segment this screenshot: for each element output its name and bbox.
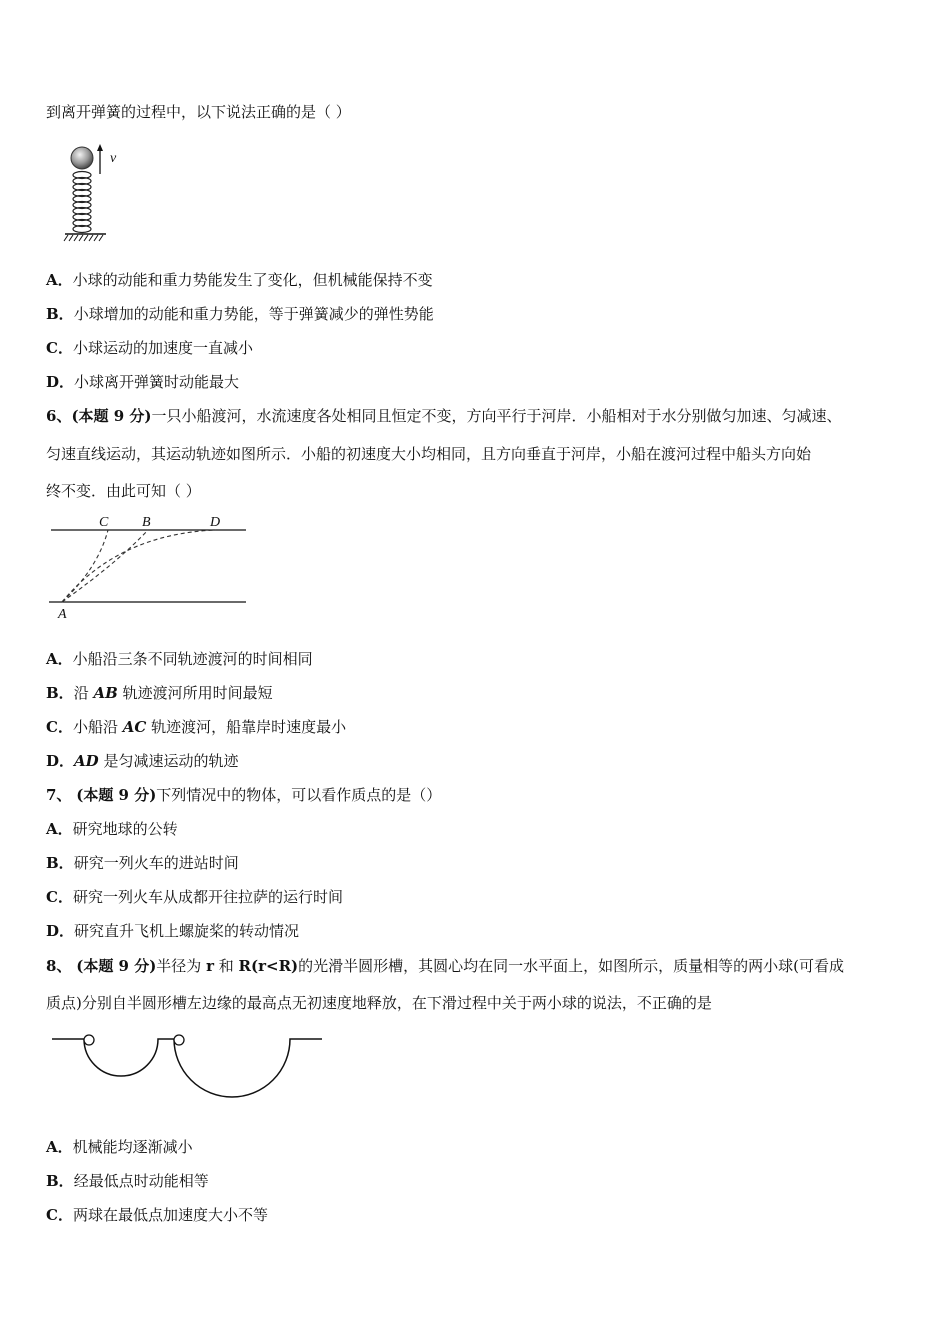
- q6-option-d: [46, 751, 238, 771]
- small-groove: [52, 1039, 174, 1076]
- question-number: 7、: [46, 786, 72, 804]
- option-letter: B．: [46, 684, 74, 702]
- radius-large: R(r<R): [238, 957, 299, 975]
- q7-option-c: [46, 887, 343, 907]
- option-letter: D．: [46, 373, 75, 391]
- option-text: 两球在最低点加速度大小不等: [72, 1206, 268, 1224]
- q6-stem-line1: [46, 406, 842, 426]
- q5-option-a: [46, 270, 433, 290]
- option-text: 小船沿: [72, 718, 123, 736]
- point-a-label: A: [58, 607, 67, 622]
- option-letter: C．: [46, 888, 73, 906]
- option-text: 小球运动的加速度一直减小: [72, 339, 253, 357]
- option-letter: C．: [46, 339, 73, 357]
- stem-text: 下列情况中的物体，可以看作质点的是（）: [156, 786, 442, 804]
- question-score-tag: (本题 9 分): [71, 407, 152, 425]
- stem-text: 终不变．由此可知（ ）: [46, 482, 201, 500]
- option-letter: D．: [46, 752, 75, 770]
- point-b-label: B: [142, 515, 151, 530]
- velocity-arrowhead: [97, 144, 103, 151]
- q6-option-c: [46, 717, 346, 737]
- option-text: 研究直升飞机上螺旋桨的转动情况: [74, 922, 300, 940]
- stem-text: 的光滑半圆形槽，其圆心均在同一水平面上，如图所示，质量相等的两小球(可看成: [298, 957, 844, 975]
- q8-option-a: [46, 1137, 193, 1157]
- question-score-tag: (本题 9 分): [76, 786, 157, 804]
- option-text: 研究一列火车的进站时间: [73, 854, 239, 872]
- q5-option-d: [46, 372, 239, 392]
- option-letter: A．: [46, 271, 73, 289]
- river-trajectory-figure: [46, 510, 251, 625]
- option-variable: AD: [74, 752, 99, 770]
- q8-option-c: [46, 1205, 268, 1225]
- q6-stem-line3: [46, 481, 201, 501]
- intro-text: 到离开弹簧的过程中，以下说法正确的是（ ）: [46, 103, 351, 121]
- q6-option-a: [46, 649, 313, 669]
- point-d-label: D: [210, 515, 221, 530]
- option-letter: B．: [46, 854, 74, 872]
- q7-stem: [46, 785, 441, 805]
- option-letter: B．: [46, 1172, 74, 1190]
- option-letter: B．: [46, 305, 74, 323]
- option-letter: C．: [46, 1206, 73, 1224]
- trajectory-ad: [62, 530, 216, 602]
- q5-option-b: [46, 304, 434, 324]
- ground-hatch: [64, 235, 103, 241]
- option-letter: C．: [46, 718, 73, 736]
- option-variable: AB: [93, 684, 118, 702]
- point-c-label: C: [99, 515, 109, 530]
- spring-ball-figure: [60, 142, 140, 247]
- option-letter: D．: [46, 922, 75, 940]
- option-text: 机械能均逐渐减小: [72, 1138, 193, 1156]
- question-number: 6、: [46, 407, 72, 425]
- trajectory-ac: [62, 530, 108, 602]
- option-text: 小球增加的动能和重力势能，等于弹簧减少的弹性势能: [73, 305, 434, 323]
- stem-text: 匀速直线运动，其运动轨迹如图所示．小船的初速度大小均相同，且方向垂直于河岸，小船在渡河过程中船头方向始: [46, 445, 812, 463]
- q5-option-c: [46, 338, 253, 358]
- stem-text: 质点)分别自半圆形槽左边缘的最高点无初速度地释放，在下滑过程中关于两小球的说法，不正确的是: [46, 994, 712, 1012]
- large-groove: [174, 1039, 322, 1097]
- option-variable: AC: [122, 718, 147, 736]
- question-number: 8、: [46, 957, 72, 975]
- velocity-label: v: [110, 151, 117, 166]
- option-text: 研究一列火车从成都开往拉萨的运行时间: [72, 888, 343, 906]
- option-letter: A．: [46, 650, 73, 668]
- option-text: 小船沿三条不同轨迹渡河的时间相同: [72, 650, 313, 668]
- option-text: 轨迹渡河所用时间最短: [117, 684, 273, 702]
- option-text: 是匀减速运动的轨迹: [98, 752, 239, 770]
- option-text: 小球离开弹簧时动能最大: [74, 373, 240, 391]
- ball-small-groove: [84, 1035, 94, 1045]
- q8-option-b: [46, 1171, 209, 1191]
- stem-text: 半径为: [156, 957, 207, 975]
- option-letter: A．: [46, 820, 73, 838]
- q7-option-d: [46, 921, 299, 941]
- trajectory-ab: [62, 530, 148, 602]
- q7-option-a: [46, 819, 178, 839]
- q6-stem-line2: [46, 444, 811, 464]
- q7-option-b: [46, 853, 239, 873]
- ball-large-groove: [174, 1035, 184, 1045]
- stem-text: 一只小船渡河，水流速度各处相同且恒定不变，方向平行于河岸．小船相对于水分别做匀加速、匀减速、: [151, 407, 842, 425]
- stem-text: 和: [213, 957, 239, 975]
- option-text: 研究地球的公转: [72, 820, 178, 838]
- option-text: 沿: [73, 684, 94, 702]
- q6-option-b: [46, 683, 273, 703]
- option-text: 小球的动能和重力势能发生了变化，但机械能保持不变: [72, 271, 433, 289]
- q8-stem-line2: [46, 993, 712, 1013]
- q8-stem-line1: [46, 956, 844, 976]
- spring: [73, 172, 91, 233]
- semicircle-grooves-figure: [46, 1028, 326, 1108]
- question-score-tag: (本题 9 分): [76, 957, 157, 975]
- option-text: 经最低点时动能相等: [73, 1172, 209, 1190]
- option-letter: A．: [46, 1138, 73, 1156]
- ball: [71, 147, 93, 169]
- question-intro: [46, 102, 351, 122]
- radius-small: r: [206, 957, 214, 975]
- option-text: 轨迹渡河，船靠岸时速度最小: [146, 718, 347, 736]
